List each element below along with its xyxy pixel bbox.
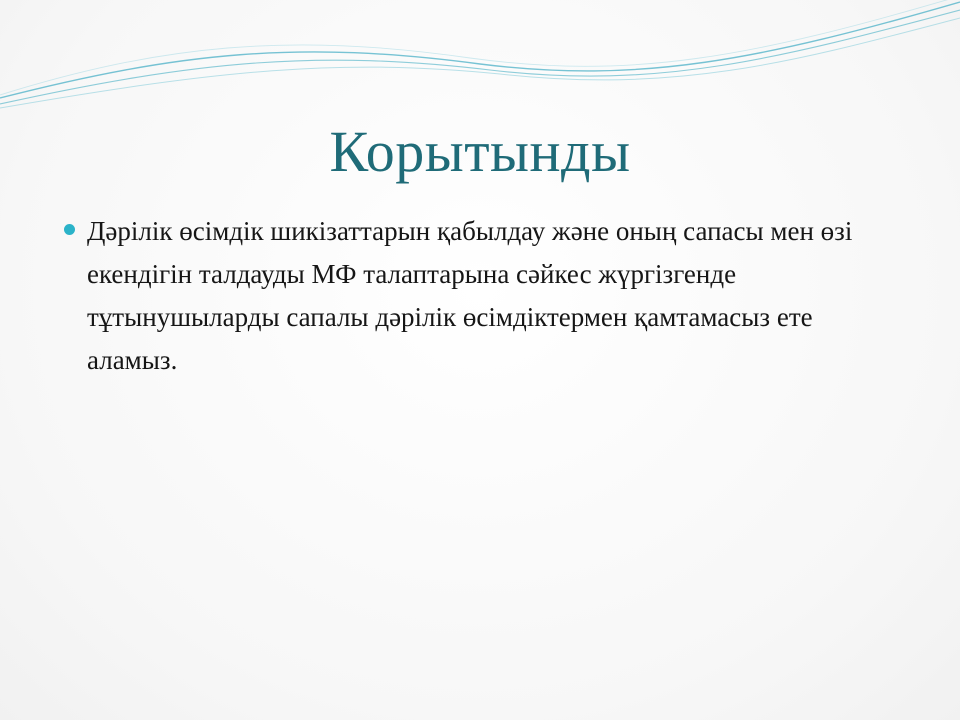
bullet-list [60, 210, 900, 382]
wave-line-4 [0, 0, 960, 95]
wave-line-3 [0, 18, 960, 108]
bullet-dot-icon [64, 224, 75, 235]
wave-line-1 [0, 2, 960, 98]
bullet-text: Дәрілік өсімдік шикізаттарын қабылдау және оның сапасы мен өзі екендігін талдауды МФ талаптарына сәйкес жүргізгенде тұтынушыларды сапалы дәрілік өсімдіктермен қамтамасыз ете аламыз. [87, 216, 853, 375]
bullet-item [60, 210, 900, 382]
decorative-wave-lines [0, 0, 960, 130]
slide-title: Корытынды [329, 119, 631, 184]
wave-line-2 [0, 10, 960, 104]
